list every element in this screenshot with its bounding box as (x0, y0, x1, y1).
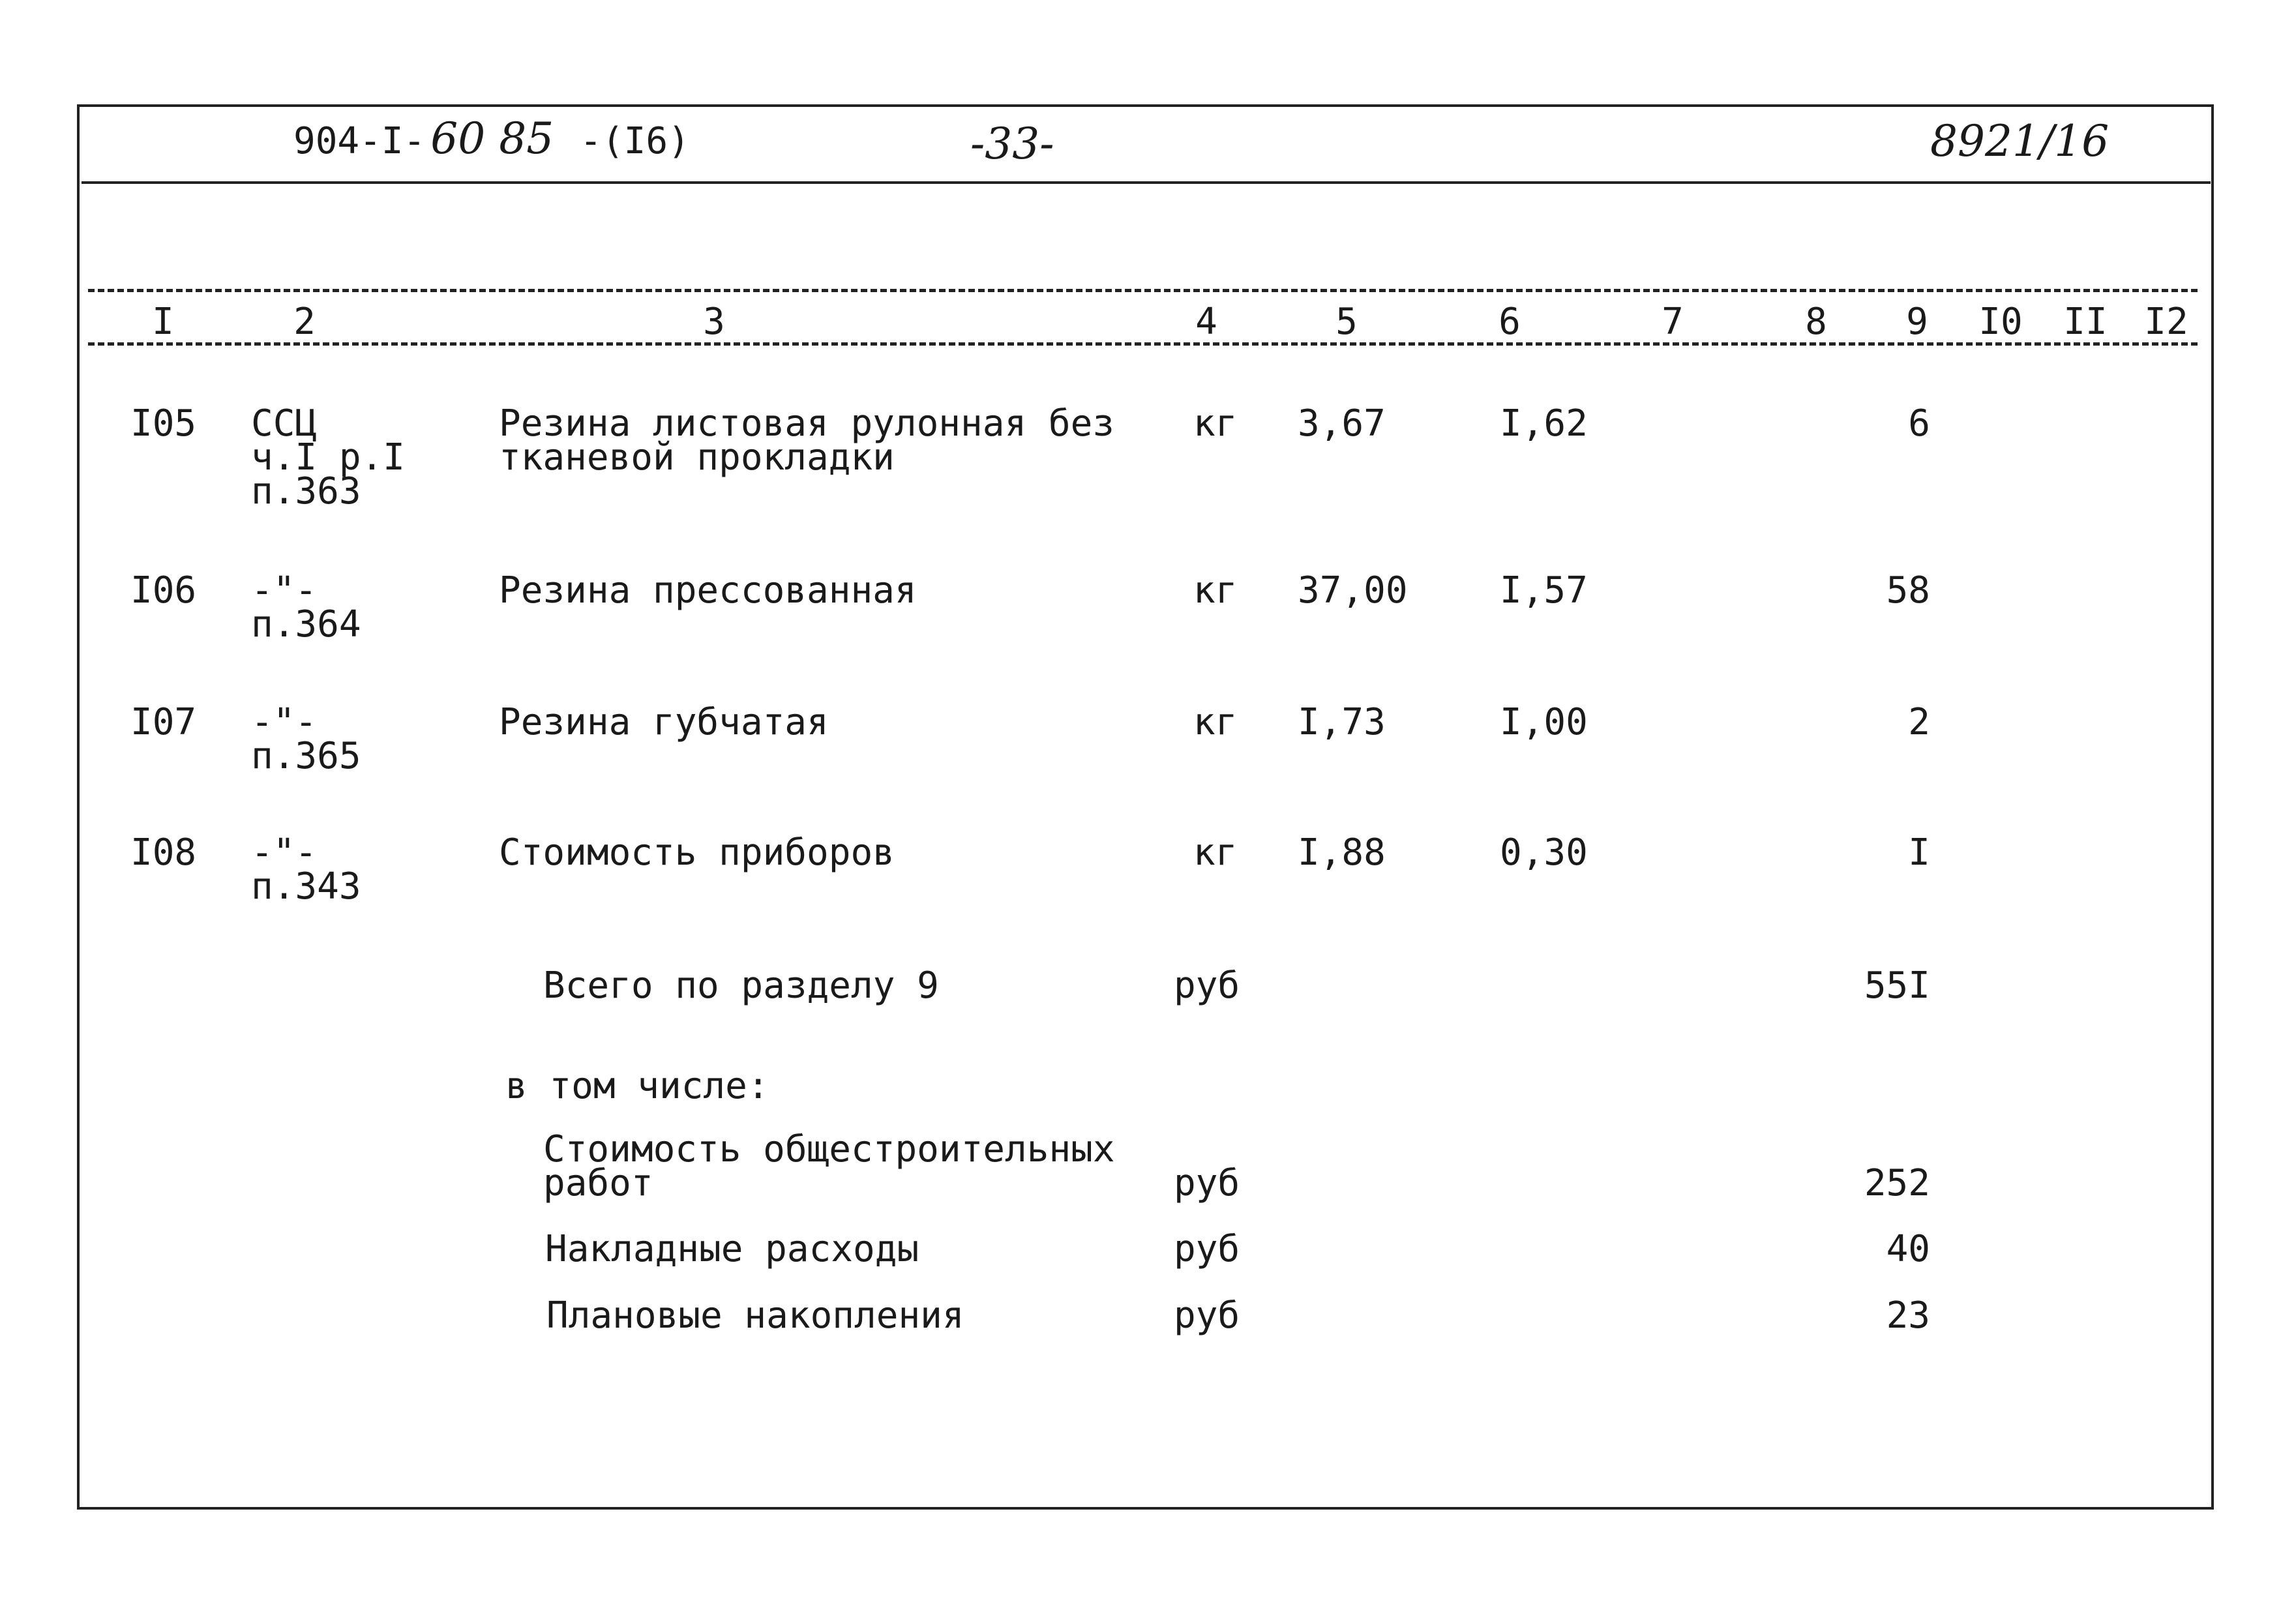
row-unit: кг (1193, 831, 1238, 874)
column-header-2: 2 (293, 301, 316, 343)
row-source-line-2: п.365 (251, 735, 361, 777)
column-header-10: I0 (1978, 301, 2023, 343)
row-name-line-1: Резина прессованная (499, 569, 917, 612)
including-label: в том числе: (505, 1065, 769, 1107)
summary-item-unit: руб (1174, 1294, 1240, 1337)
summary-item-unit: руб (1174, 1162, 1240, 1204)
column-header-11: II (2063, 301, 2108, 343)
column-header-8: 8 (1805, 301, 1827, 343)
row-source-line-1: -"- (251, 701, 318, 743)
row-name-line-1: Резина губчатая (499, 701, 829, 743)
row-col6: I,57 (1500, 569, 1588, 612)
column-header-7: 7 (1662, 301, 1684, 343)
row-col5: I,88 (1298, 831, 1386, 874)
summary-item-label-line-1: Накладные расходы (545, 1228, 919, 1270)
column-header-6: 6 (1498, 301, 1521, 343)
row-col5: I,73 (1298, 701, 1386, 743)
summary-item-value: 23 (1886, 1294, 1930, 1337)
column-header-3: 3 (703, 301, 725, 343)
document-code (293, 113, 690, 164)
row-source-line-2: п.343 (251, 865, 361, 908)
row-col6: I,62 (1500, 402, 1588, 445)
column-header-5: 5 (1335, 301, 1358, 343)
row-number: I06 (130, 569, 197, 612)
summary-item-label-line-2: работ (543, 1162, 653, 1204)
row-unit: кг (1193, 569, 1238, 612)
row-source-line-3: п.363 (251, 470, 361, 513)
column-header-4: 4 (1195, 301, 1217, 343)
column-header-bottom-rule (88, 342, 2198, 346)
summary-item-unit: руб (1174, 1228, 1240, 1270)
row-name-line-1: Резина листовая рулонная без (499, 402, 1115, 445)
row-unit: кг (1193, 701, 1238, 743)
page-number: -33- (970, 119, 1054, 169)
section-total-label: Всего по разделу 9 (543, 964, 939, 1007)
summary-item-label-line-1: Стоимость общестроительных (543, 1128, 1115, 1170)
summary-item-value: 40 (1886, 1228, 1930, 1270)
section-total-value: 55I (1864, 964, 1930, 1007)
row-unit: кг (1193, 402, 1238, 445)
column-header-1: I (152, 301, 174, 343)
row-source-line-1: -"- (251, 831, 318, 874)
row-number: I08 (130, 831, 197, 874)
summary-item-label-line-1: Плановые накопления (546, 1294, 964, 1337)
document-code-suffix: -(I6) (580, 120, 690, 162)
row-col9: 2 (1908, 701, 1930, 743)
row-col9: 58 (1886, 569, 1930, 612)
sheet-reference: 8921/16 (1930, 116, 2110, 166)
column-header-top-rule (88, 289, 2198, 292)
row-source-line-2: ч.I р.I (251, 436, 406, 479)
column-header-9: 9 (1906, 301, 1928, 343)
row-col5: 37,00 (1298, 569, 1408, 612)
row-name-line-2: тканевой прокладки (499, 436, 895, 479)
document-code-prefix: 904-I- (293, 120, 426, 162)
row-col6: I,00 (1500, 701, 1588, 743)
row-col9: 6 (1908, 402, 1930, 445)
row-source-line-1: -"- (251, 569, 318, 612)
row-source-line-1: ССЦ (251, 402, 318, 445)
column-header-12: I2 (2144, 301, 2188, 343)
row-col9: I (1908, 831, 1930, 874)
document-code-handwritten: 60 85 (430, 113, 554, 164)
header-rule (82, 181, 2211, 184)
row-number: I07 (130, 701, 197, 743)
row-name-line-1: Стоимость приборов (499, 831, 895, 874)
section-total-unit: руб (1174, 964, 1240, 1007)
row-col5: 3,67 (1298, 402, 1386, 445)
row-number: I05 (130, 402, 197, 445)
summary-item-value: 252 (1864, 1162, 1930, 1204)
row-source-line-2: п.364 (251, 603, 361, 646)
row-col6: 0,30 (1500, 831, 1588, 874)
